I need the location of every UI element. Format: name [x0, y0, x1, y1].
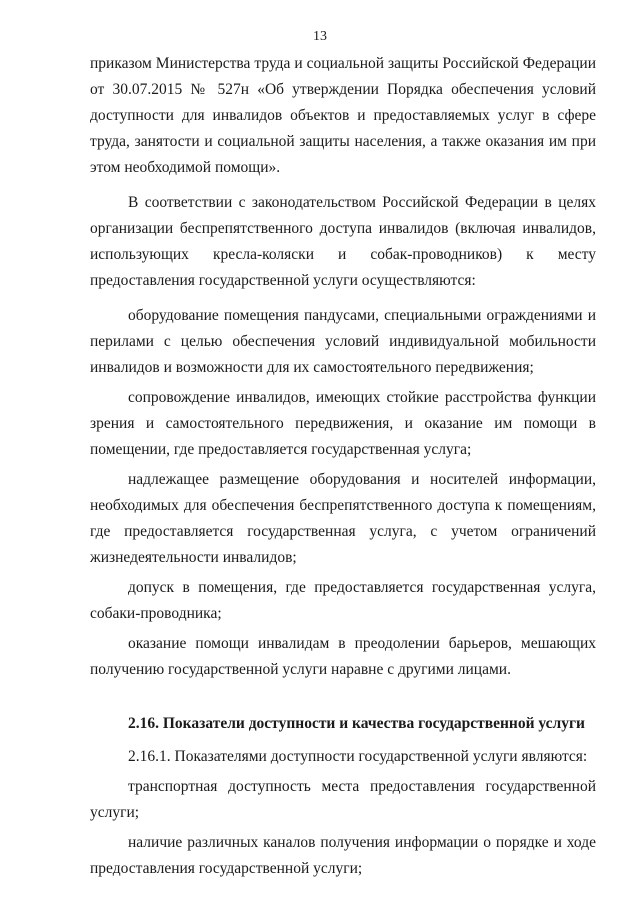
list-item-barrier-assistance: оказание помощи инвалидам в преодолении барьеров, мешающих получению государственной услуги наравне с другими лицами. — [90, 635, 596, 678]
list-item-guide-dog: допуск в помещения, где предоставляется государственная услуга, собаки-проводника; — [90, 579, 596, 622]
paragraph-order-reference: приказом Министерства труда и социальной защиты Российской Федерации от 30.07.2015 № 527н «Об утверждении Порядка обеспечения условий доступности для инвалидов объектов и предоставляемых услуг в сфере труда, занятости и социальной защиты населения, а также оказания им при этом необходимой помощи». — [90, 55, 596, 176]
section-heading-2-16: 2.16. Показатели доступности и качества государственной услуги — [128, 715, 585, 732]
list-item-equipment-placement: надлежащее размещение оборудования и носителей информации, необходимых для обеспечения беспрепятственного доступа к помещениям, где предоставляется государственная услуга, с учетом ограничений жизнедеятельности инвалидов; — [90, 471, 596, 566]
list-item-transport-access: транспортная доступность места предоставления государственной услуги; — [90, 778, 596, 821]
paragraph-accessibility-intro: В соответствии с законодательством Российской Федерации в целях организации беспрепятственного доступа инвалидов (включая инвалидов, использующих кресла-коляски и собак-проводников) к месту предоставления государственной услуги осуществляются: — [90, 194, 596, 289]
paragraph-2-16-1: 2.16.1. Показателями доступности государственной услуги являются: — [128, 748, 588, 765]
list-item-escort: сопровождение инвалидов, имеющих стойкие расстройства функции зрения и самостоятельного передвижения, и оказание им помощи в помещении, где предоставляется государственная услуга; — [90, 389, 596, 458]
document-body — [90, 51, 596, 882]
list-item-info-channels: наличие различных каналов получения информации о порядке и ходе предоставления государственной услуги; — [90, 834, 596, 877]
list-item-ramps: оборудование помещения пандусами, специальными ограждениями и перилами с целью обеспечения условий индивидуальной мобильности инвалидов и возможности для их самостоятельного передвижения; — [90, 307, 596, 376]
page-number: 13 — [313, 29, 327, 44]
